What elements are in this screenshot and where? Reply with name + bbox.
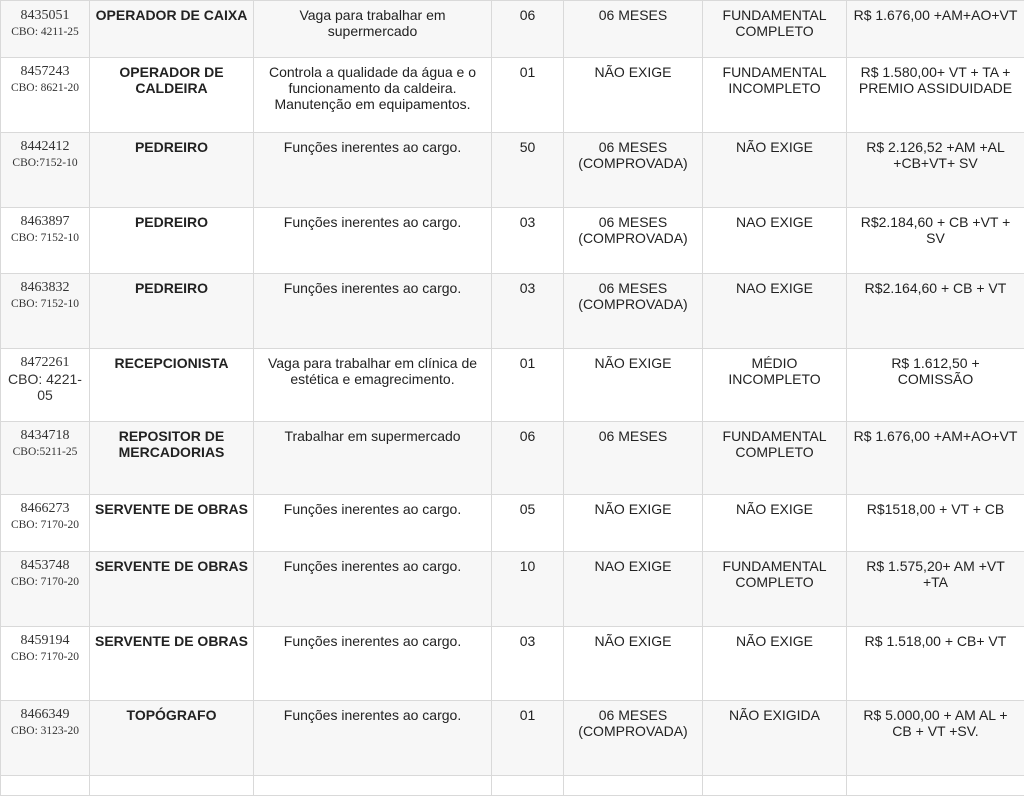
job-code: 8442412 [6,139,84,155]
education-requirement: NÃO EXIGE [703,627,847,701]
empty-cell [847,776,1024,796]
experience-requirement: NAO EXIGE [564,552,703,627]
cbo-code: CBO:5211-25 [6,444,84,461]
job-code-cell [1,627,90,701]
job-code-cell [1,1,90,58]
job-code-cell [1,701,90,776]
job-code: 8457243 [6,64,84,80]
job-code: 8435051 [6,8,84,24]
education-requirement: FUNDAMENTAL COMPLETO [703,422,847,495]
job-title: REPOSITOR DE MERCADORIAS [90,422,254,495]
job-title: PEDREIRO [90,133,254,208]
cbo-code: CBO: 7170-20 [6,517,84,534]
empty-cell [492,776,564,796]
cbo-code: CBO: 8621-20 [6,80,84,97]
experience-requirement: 06 MESES [564,422,703,495]
salary-info: R$1518,00 + VT + CB [847,495,1024,552]
job-code-cell [1,58,90,133]
salary-info: R$ 1.676,00 +AM+AO+VT [847,1,1024,58]
job-code: 8459194 [6,633,84,649]
education-requirement: NÃO EXIGIDA [703,701,847,776]
education-requirement: NÃO EXIGE [703,495,847,552]
salary-info: R$ 5.000,00 + AM AL + CB + VT +SV. [847,701,1024,776]
job-description: Funções inerentes ao cargo. [254,552,492,627]
empty-cell [564,776,703,796]
job-description: Controla a qualidade da água e o funcionamento da caldeira. Manutenção em equipamentos. [254,58,492,133]
job-code: 8472261 [6,355,84,371]
job-title: TOPÓGRAFO [90,701,254,776]
vacancy-count: 05 [492,495,564,552]
job-code-cell [1,133,90,208]
job-title: OPERADOR DE CALDEIRA [90,58,254,133]
table-row [1,495,1024,552]
empty-cell [1,776,90,796]
job-title: SERVENTE DE OBRAS [90,495,254,552]
vacancy-count: 01 [492,701,564,776]
table-row [1,133,1024,208]
salary-info: R$ 1.612,50 + COMISSÃO [847,349,1024,422]
job-code-cell [1,349,90,422]
job-listings-body [1,1,1024,796]
job-code-cell [1,495,90,552]
empty-cell [703,776,847,796]
vacancy-count: 01 [492,58,564,133]
cbo-code: CBO: 7170-20 [6,649,84,666]
job-description: Funções inerentes ao cargo. [254,274,492,349]
experience-requirement: NÃO EXIGE [564,58,703,133]
job-description: Vaga para trabalhar em supermercado [254,1,492,58]
vacancy-count: 03 [492,274,564,349]
job-title: SERVENTE DE OBRAS [90,552,254,627]
vacancy-count: 06 [492,422,564,495]
job-title: RECEPCIONISTA [90,349,254,422]
education-requirement: NAO EXIGE [703,274,847,349]
table-row [1,274,1024,349]
education-requirement: NÃO EXIGE [703,133,847,208]
table-row [1,1,1024,58]
job-code: 8463832 [6,280,84,296]
job-description: Vaga para trabalhar em clínica de estética e emagrecimento. [254,349,492,422]
education-requirement: NAO EXIGE [703,208,847,274]
job-code-cell [1,208,90,274]
salary-info: R$ 1.676,00 +AM+AO+VT [847,422,1024,495]
vacancy-count: 50 [492,133,564,208]
salary-info: R$ 2.126,52 +AM +AL +CB+VT+ SV [847,133,1024,208]
table-row [1,552,1024,627]
job-description: Funções inerentes ao cargo. [254,627,492,701]
education-requirement: FUNDAMENTAL COMPLETO [703,552,847,627]
vacancy-count: 10 [492,552,564,627]
cbo-code: CBO: 7152-10 [6,296,84,313]
empty-cell [254,776,492,796]
table-row [1,701,1024,776]
salary-info: R$2.184,60 + CB +VT + SV [847,208,1024,274]
experience-requirement: NÃO EXIGE [564,627,703,701]
experience-requirement: 06 MESES (COMPROVADA) [564,701,703,776]
table-row [1,208,1024,274]
experience-requirement: 06 MESES (COMPROVADA) [564,133,703,208]
vacancy-count: 03 [492,627,564,701]
table-row [1,627,1024,701]
experience-requirement: NÃO EXIGE [564,349,703,422]
job-code: 8466273 [6,501,84,517]
cbo-code: CBO: 3123-20 [6,723,84,740]
job-code-cell [1,274,90,349]
education-requirement: FUNDAMENTAL COMPLETO [703,1,847,58]
table-row [1,349,1024,422]
job-code: 8434718 [6,428,84,444]
job-code: 8453748 [6,558,84,574]
experience-requirement: 06 MESES (COMPROVADA) [564,208,703,274]
cbo-code: CBO: 7170-20 [6,574,84,591]
cbo-code: CBO: 4211-25 [6,24,84,41]
job-code: 8466349 [6,707,84,723]
table-row [1,58,1024,133]
job-title: OPERADOR DE CAIXA [90,1,254,58]
education-requirement: MÉDIO INCOMPLETO [703,349,847,422]
job-description: Trabalhar em supermercado [254,422,492,495]
salary-info: R$ 1.518,00 + CB+ VT [847,627,1024,701]
salary-info: R$ 1.580,00+ VT + TA + PREMIO ASSIDUIDADE [847,58,1024,133]
cbo-code: CBO: 4221-05 [6,371,84,403]
cbo-code: CBO: 7152-10 [6,230,84,247]
experience-requirement: 06 MESES [564,1,703,58]
vacancy-count: 06 [492,1,564,58]
vacancy-count: 01 [492,349,564,422]
job-description: Funções inerentes ao cargo. [254,208,492,274]
experience-requirement: 06 MESES (COMPROVADA) [564,274,703,349]
education-requirement: FUNDAMENTAL INCOMPLETO [703,58,847,133]
job-code: 8463897 [6,214,84,230]
job-title: PEDREIRO [90,208,254,274]
cbo-code: CBO:7152-10 [6,155,84,172]
vacancy-count: 03 [492,208,564,274]
empty-cell [90,776,254,796]
job-code-cell [1,552,90,627]
table-row [1,422,1024,495]
job-title: PEDREIRO [90,274,254,349]
table-row-partial [1,776,1024,796]
job-description: Funções inerentes ao cargo. [254,701,492,776]
job-description: Funções inerentes ao cargo. [254,133,492,208]
experience-requirement: NÃO EXIGE [564,495,703,552]
job-title: SERVENTE DE OBRAS [90,627,254,701]
job-code-cell [1,422,90,495]
job-description: Funções inerentes ao cargo. [254,495,492,552]
salary-info: R$ 1.575,20+ AM +VT +TA [847,552,1024,627]
salary-info: R$2.164,60 + CB + VT [847,274,1024,349]
